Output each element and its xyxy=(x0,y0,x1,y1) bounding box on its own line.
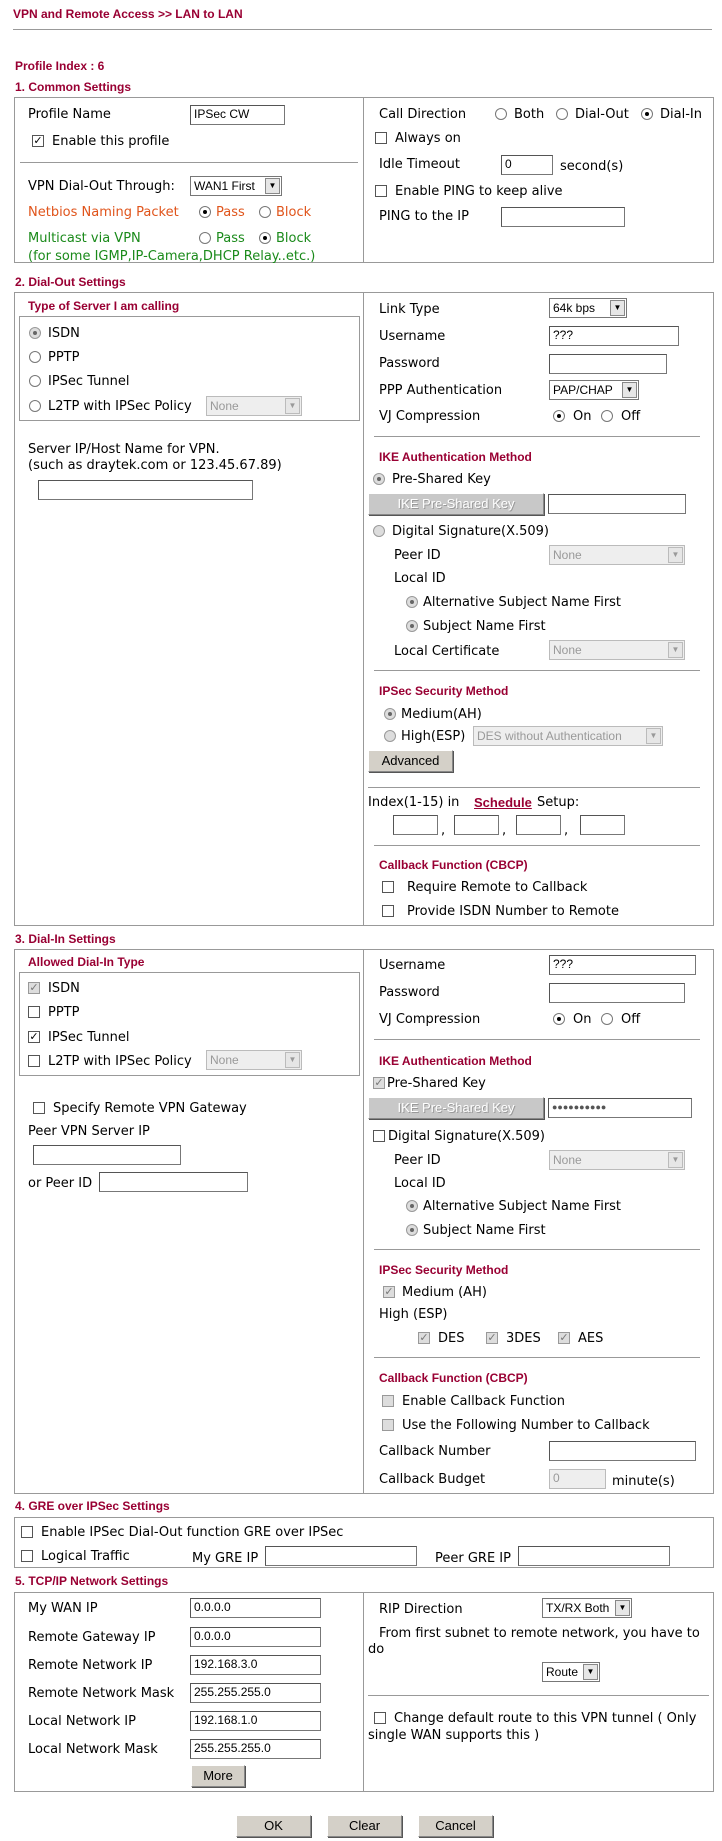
idle-timeout-label: Idle Timeout xyxy=(379,157,460,172)
dialin-cbcp-title: Callback Function (CBCP) xyxy=(379,1371,528,1385)
server-ip-input[interactable] xyxy=(38,480,253,500)
dialout-high-radio[interactable] xyxy=(384,730,396,742)
my-wan-input[interactable]: 0.0.0.0 xyxy=(190,1598,321,1618)
breadcrumb: VPN and Remote Access >> LAN to LAN xyxy=(13,7,243,21)
netbios-label: Netbios Naming Packet xyxy=(28,205,179,220)
dialin-settings-title: 3. Dial-In Settings xyxy=(15,932,116,946)
dialout-pptp-radio[interactable] xyxy=(29,351,41,363)
rip-direction-label: RIP Direction xyxy=(379,1602,463,1617)
dialin-peer-id-value: None xyxy=(553,1153,582,1167)
remote-gw-input[interactable]: 0.0.0.0 xyxy=(190,1627,321,1647)
dialin-vj-label: VJ Compression xyxy=(379,1012,481,1027)
dialin-alt-subject-radio[interactable] xyxy=(406,1200,418,1212)
logical-traffic-label: Logical Traffic xyxy=(41,1549,130,1564)
use-number-checkbox[interactable] xyxy=(382,1419,394,1431)
chevron-down-icon: ▼ xyxy=(583,1664,598,1680)
dialout-l2tp-select[interactable] xyxy=(206,396,302,416)
dialout-ike-title: IKE Authentication Method xyxy=(379,450,532,464)
more-button[interactable]: More xyxy=(191,1765,245,1787)
multicast-note: (for some IGMP,IP-Camera,DHCP Relay..etc.) xyxy=(28,249,316,264)
dialout-psk-label: Pre-Shared Key xyxy=(392,472,491,487)
dialin-des-checkbox[interactable]: ✓ xyxy=(419,1331,429,1344)
dialout-esp-select[interactable] xyxy=(473,726,663,746)
dialout-subject-label: Subject Name First xyxy=(423,619,546,634)
my-gre-input[interactable] xyxy=(265,1546,417,1566)
dialout-isdn-label: ISDN xyxy=(48,326,80,341)
provide-isdn-label: Provide ISDN Number to Remote xyxy=(407,904,619,919)
peer-id-input[interactable] xyxy=(99,1172,248,1192)
dialout-alt-subject-radio[interactable] xyxy=(406,596,418,608)
dialout-l2tp-value: None xyxy=(210,399,239,413)
dialin-alt-subject-label: Alternative Subject Name First xyxy=(423,1199,622,1214)
server-ip-label-1: Server IP/Host Name for VPN. xyxy=(28,442,220,457)
dialout-vj-off-label: Off xyxy=(621,409,641,424)
my-gre-label: My GRE IP xyxy=(192,1551,259,1566)
local-mask-input[interactable]: 255.255.255.0 xyxy=(190,1739,321,1759)
dialout-digital-sig-radio[interactable] xyxy=(373,525,385,537)
callback-budget-label: Callback Budget xyxy=(379,1472,486,1487)
callback-number-label: Callback Number xyxy=(379,1444,491,1459)
dialin-vj-on-radio[interactable] xyxy=(553,1013,565,1025)
local-net-label: Local Network IP xyxy=(28,1714,136,1729)
dialout-local-id-label: Local ID xyxy=(394,571,446,586)
schedule-comma-3: , xyxy=(564,823,569,838)
dialout-vj-off-radio[interactable] xyxy=(601,410,613,422)
chevron-down-icon: ▼ xyxy=(285,1052,300,1068)
dialout-alt-subject-label: Alternative Subject Name First xyxy=(423,595,622,610)
chevron-down-icon: ▼ xyxy=(622,382,637,398)
specify-gateway-label: Specify Remote VPN Gateway xyxy=(53,1101,247,1116)
enable-profile-label: Enable this profile xyxy=(52,134,170,149)
gre-settings-title: 4. GRE over IPSec Settings xyxy=(15,1499,170,1513)
netbios-block-radio[interactable] xyxy=(259,206,271,218)
dialin-ipsec-label: IPSec Tunnel xyxy=(48,1030,130,1045)
change-default-route-checkbox[interactable] xyxy=(374,1712,386,1724)
profile-name-input[interactable]: IPSec CW xyxy=(190,105,285,125)
enable-ping-label: Enable PING to keep alive xyxy=(395,184,563,199)
enable-callback-checkbox[interactable] xyxy=(382,1395,394,1407)
chevron-down-icon: ▼ xyxy=(610,300,625,316)
link-type-label: Link Type xyxy=(379,302,440,317)
dialout-local-cert-select[interactable] xyxy=(549,640,685,660)
dialin-pptp-checkbox[interactable] xyxy=(28,1006,40,1018)
idle-timeout-input[interactable]: 0 xyxy=(501,155,553,175)
allowed-dialin-title: Allowed Dial-In Type xyxy=(28,955,145,969)
dialout-medium-radio[interactable] xyxy=(384,708,396,720)
cancel-button[interactable]: Cancel xyxy=(418,1815,493,1837)
dialout-ike-psk-button[interactable]: IKE Pre-Shared Key xyxy=(368,493,544,515)
link-type-select[interactable] xyxy=(549,298,627,318)
enable-ping-checkbox[interactable] xyxy=(375,185,387,197)
call-dialin-label: Dial-In xyxy=(660,107,702,122)
dialin-digital-sig-label: Digital Signature(X.509) xyxy=(388,1129,546,1144)
dialin-ipsec-checkbox[interactable]: ✓ xyxy=(29,1030,39,1043)
call-both-radio[interactable] xyxy=(495,108,507,120)
dialin-isdn-label: ISDN xyxy=(48,981,80,996)
route-value: Route xyxy=(546,1665,579,1679)
my-wan-label: My WAN IP xyxy=(28,1601,98,1616)
specify-gateway-checkbox[interactable] xyxy=(33,1102,45,1114)
schedule-setup-label: Setup: xyxy=(537,795,580,810)
dialout-high-label: High(ESP) xyxy=(401,729,466,744)
schedule-input-4[interactable] xyxy=(580,815,625,835)
tcpip-right-divider xyxy=(368,1695,709,1696)
always-on-checkbox[interactable] xyxy=(375,132,387,144)
dialout-through-label: VPN Dial-Out Through: xyxy=(28,179,175,194)
dialin-password-label: Password xyxy=(379,985,440,1000)
netbios-pass-label: Pass xyxy=(216,205,245,220)
dialout-ipsec-radio[interactable] xyxy=(29,375,41,387)
link-type-value: 64k bps xyxy=(553,301,596,315)
dialin-username-input[interactable]: ??? xyxy=(549,955,696,975)
dialout-l2tp-radio[interactable] xyxy=(29,400,41,412)
dialout-divider-1 xyxy=(374,436,700,437)
chevron-down-icon: ▼ xyxy=(668,642,683,658)
dialin-l2tp-select[interactable] xyxy=(206,1050,302,1070)
dialin-aes-label: AES xyxy=(578,1331,604,1346)
dialout-divider-4 xyxy=(374,845,700,846)
call-direction-label: Call Direction xyxy=(379,107,467,122)
ping-ip-label: PING to the IP xyxy=(379,209,469,224)
chevron-down-icon: ▼ xyxy=(646,728,661,744)
remote-net-label: Remote Network IP xyxy=(28,1658,153,1673)
dialout-subject-radio[interactable] xyxy=(406,620,418,632)
enable-callback-label: Enable Callback Function xyxy=(402,1394,566,1409)
peer-server-label: Peer VPN Server IP xyxy=(28,1124,150,1139)
require-remote-checkbox[interactable] xyxy=(382,881,394,893)
peer-server-input[interactable] xyxy=(33,1145,181,1165)
dialin-medium-label: Medium (AH) xyxy=(402,1285,487,1300)
multicast-block-radio[interactable] xyxy=(259,232,271,244)
dialout-through-value: WAN1 First xyxy=(194,179,255,193)
server-ip-label-2: (such as draytek.com or 123.45.67.89) xyxy=(28,458,282,473)
dialin-peer-id-label: Peer ID xyxy=(394,1153,441,1168)
dialout-local-cert-value: None xyxy=(553,643,582,657)
chevron-down-icon: ▼ xyxy=(615,1600,630,1616)
dialout-vj-on-label: On xyxy=(573,409,592,424)
dialin-ike-psk-button[interactable]: IKE Pre-Shared Key xyxy=(368,1097,544,1119)
or-peer-id-label: or Peer ID xyxy=(28,1176,93,1191)
call-dialout-label: Dial-Out xyxy=(575,107,629,122)
subnet-text-1: From first subnet to remote network, you have to xyxy=(379,1626,700,1641)
ppp-auth-value: PAP/CHAP xyxy=(553,383,613,397)
remote-mask-input[interactable]: 255.255.255.0 xyxy=(190,1683,321,1703)
common-settings-title: 1. Common Settings xyxy=(15,80,132,94)
profile-name-label: Profile Name xyxy=(28,107,111,122)
dialin-3des-label: 3DES xyxy=(506,1331,541,1346)
call-dialout-radio[interactable] xyxy=(556,108,568,120)
multicast-pass-label: Pass xyxy=(216,231,245,246)
ppp-auth-label: PPP Authentication xyxy=(379,383,503,398)
dialin-l2tp-value: None xyxy=(210,1053,239,1067)
dialin-des-label: DES xyxy=(438,1331,465,1346)
common-left-divider xyxy=(20,162,358,163)
dialin-vj-off-label: Off xyxy=(621,1012,641,1027)
netbios-pass-radio[interactable] xyxy=(199,206,211,218)
local-net-input[interactable]: 192.168.1.0 xyxy=(190,1711,321,1731)
dialin-isdn-checkbox[interactable]: ✓ xyxy=(29,981,39,994)
remote-mask-label: Remote Network Mask xyxy=(28,1686,175,1701)
dialin-username-label: Username xyxy=(379,958,446,973)
dialout-psk-input[interactable] xyxy=(548,494,686,514)
dialin-psk-label: Pre-Shared Key xyxy=(387,1076,486,1091)
advanced-button[interactable]: Advanced xyxy=(368,750,453,772)
dialin-psk-checkbox[interactable]: ✓ xyxy=(374,1076,384,1089)
dialout-username-input[interactable]: ??? xyxy=(549,326,679,346)
tcpip-settings-title: 5. TCP/IP Network Settings xyxy=(15,1574,169,1588)
dialin-subject-label: Subject Name First xyxy=(423,1223,546,1238)
header-divider xyxy=(13,29,712,30)
dialout-divider-3 xyxy=(368,787,700,788)
dialin-l2tp-checkbox[interactable] xyxy=(28,1055,40,1067)
multicast-block-label: Block xyxy=(276,231,312,246)
schedule-link[interactable]: Schedule xyxy=(474,795,532,810)
netbios-block-label: Block xyxy=(276,205,312,220)
dialin-l2tp-label: L2TP with IPSec Policy xyxy=(48,1054,192,1069)
dialout-pptp-label: PPTP xyxy=(48,350,80,365)
dialin-3des-checkbox[interactable]: ✓ xyxy=(487,1331,497,1344)
provide-isdn-checkbox[interactable] xyxy=(382,905,394,917)
dialout-ipsec-label: IPSec Tunnel xyxy=(48,374,130,389)
dialout-peer-id-value: None xyxy=(553,548,582,562)
dialout-password-label: Password xyxy=(379,356,440,371)
chevron-down-icon: ▼ xyxy=(668,1152,683,1168)
dialout-l2tp-label: L2TP with IPSec Policy xyxy=(48,399,192,414)
schedule-index-label: Index(1-15) in xyxy=(368,795,460,810)
dialin-aes-checkbox[interactable]: ✓ xyxy=(559,1331,569,1344)
clear-button[interactable]: Clear xyxy=(327,1815,402,1837)
change-default-text-2: single WAN supports this ) xyxy=(368,1728,540,1743)
dialin-digital-sig-checkbox[interactable] xyxy=(373,1130,385,1142)
callback-number-input[interactable] xyxy=(549,1441,696,1461)
change-default-text-1: Change default route to this VPN tunnel ( Only xyxy=(394,1711,697,1726)
dialout-username-label: Username xyxy=(379,329,446,344)
multicast-label: Multicast via VPN xyxy=(28,231,141,246)
schedule-input-3[interactable] xyxy=(516,815,561,835)
chevron-down-icon: ▼ xyxy=(265,178,280,194)
dialout-medium-label: Medium(AH) xyxy=(401,707,482,722)
dialout-vj-label: VJ Compression xyxy=(379,409,481,424)
dialin-divider-1 xyxy=(374,1039,700,1040)
schedule-comma-1: , xyxy=(441,823,446,838)
remote-net-input[interactable]: 192.168.3.0 xyxy=(190,1655,321,1675)
dialin-pptp-label: PPTP xyxy=(48,1005,80,1020)
always-on-label: Always on xyxy=(395,131,461,146)
ok-button[interactable]: OK xyxy=(236,1815,311,1837)
dialin-divider-3 xyxy=(374,1357,700,1358)
ping-ip-input[interactable] xyxy=(501,207,625,227)
dialout-esp-value: DES without Authentication xyxy=(477,729,622,743)
dialout-peer-id-select[interactable] xyxy=(549,545,685,565)
subnet-text-2: do xyxy=(368,1642,385,1657)
dialin-vj-on-label: On xyxy=(573,1012,592,1027)
dialin-subject-radio[interactable] xyxy=(406,1224,418,1236)
schedule-input-2[interactable] xyxy=(454,815,499,835)
require-remote-label: Require Remote to Callback xyxy=(407,880,588,895)
dialin-divider-2 xyxy=(374,1249,700,1250)
schedule-comma-2: , xyxy=(502,823,507,838)
dialin-vj-off-radio[interactable] xyxy=(601,1013,613,1025)
dialout-isdn-radio[interactable] xyxy=(29,327,41,339)
dialin-psk-input[interactable]: ●●●●●●●●●● xyxy=(548,1098,692,1118)
rip-direction-value: TX/RX Both xyxy=(546,1601,610,1615)
dialin-medium-checkbox[interactable]: ✓ xyxy=(384,1285,394,1298)
gre-enable-label: Enable IPSec Dial-Out function GRE over IPSec xyxy=(41,1525,344,1540)
schedule-input-1[interactable] xyxy=(393,815,438,835)
local-mask-label: Local Network Mask xyxy=(28,1742,158,1757)
dialout-password-input[interactable] xyxy=(549,354,667,374)
gre-enable-checkbox[interactable] xyxy=(21,1526,33,1538)
ppp-auth-select[interactable] xyxy=(549,380,639,400)
logical-traffic-checkbox[interactable] xyxy=(21,1550,33,1562)
dialin-high-label: High (ESP) xyxy=(379,1307,448,1322)
dialout-psk-radio[interactable] xyxy=(373,473,385,485)
enable-profile-checkbox[interactable]: ✓ xyxy=(33,134,43,147)
dialout-ipsec-title: IPSec Security Method xyxy=(379,684,509,698)
dialout-cbcp-title: Callback Function (CBCP) xyxy=(379,858,528,872)
dialout-digital-sig-label: Digital Signature(X.509) xyxy=(392,524,550,539)
chevron-down-icon: ▼ xyxy=(668,547,683,563)
dialin-ike-title: IKE Authentication Method xyxy=(379,1054,532,1068)
remote-gw-label: Remote Gateway IP xyxy=(28,1630,156,1645)
peer-gre-label: Peer GRE IP xyxy=(435,1551,511,1566)
dialin-local-id-label: Local ID xyxy=(394,1176,446,1191)
idle-timeout-unit: second(s) xyxy=(560,159,624,174)
rip-direction-select[interactable] xyxy=(542,1598,632,1618)
dialin-peer-id-select[interactable] xyxy=(549,1150,685,1170)
dialout-vj-on-radio[interactable] xyxy=(553,410,565,422)
dialout-through-select[interactable] xyxy=(190,176,282,196)
dialout-settings-title: 2. Dial-Out Settings xyxy=(15,275,126,289)
dialout-local-cert-label: Local Certificate xyxy=(394,644,500,659)
dialin-ipsec-title: IPSec Security Method xyxy=(379,1263,509,1277)
dialout-peer-id-label: Peer ID xyxy=(394,548,441,563)
dialin-password-input[interactable] xyxy=(549,983,685,1003)
chevron-down-icon: ▼ xyxy=(285,398,300,414)
call-dialin-radio[interactable] xyxy=(641,108,653,120)
route-select[interactable] xyxy=(542,1662,600,1682)
use-number-label: Use the Following Number to Callback xyxy=(402,1418,650,1433)
callback-budget-input[interactable]: 0 xyxy=(549,1469,606,1489)
peer-gre-input[interactable] xyxy=(518,1546,670,1566)
multicast-pass-radio[interactable] xyxy=(199,232,211,244)
call-both-label: Both xyxy=(514,107,545,122)
server-type-title: Type of Server I am calling xyxy=(28,299,180,313)
callback-budget-unit: minute(s) xyxy=(612,1474,675,1489)
profile-index: Profile Index : 6 xyxy=(15,59,105,73)
dialout-divider-2 xyxy=(374,670,700,671)
